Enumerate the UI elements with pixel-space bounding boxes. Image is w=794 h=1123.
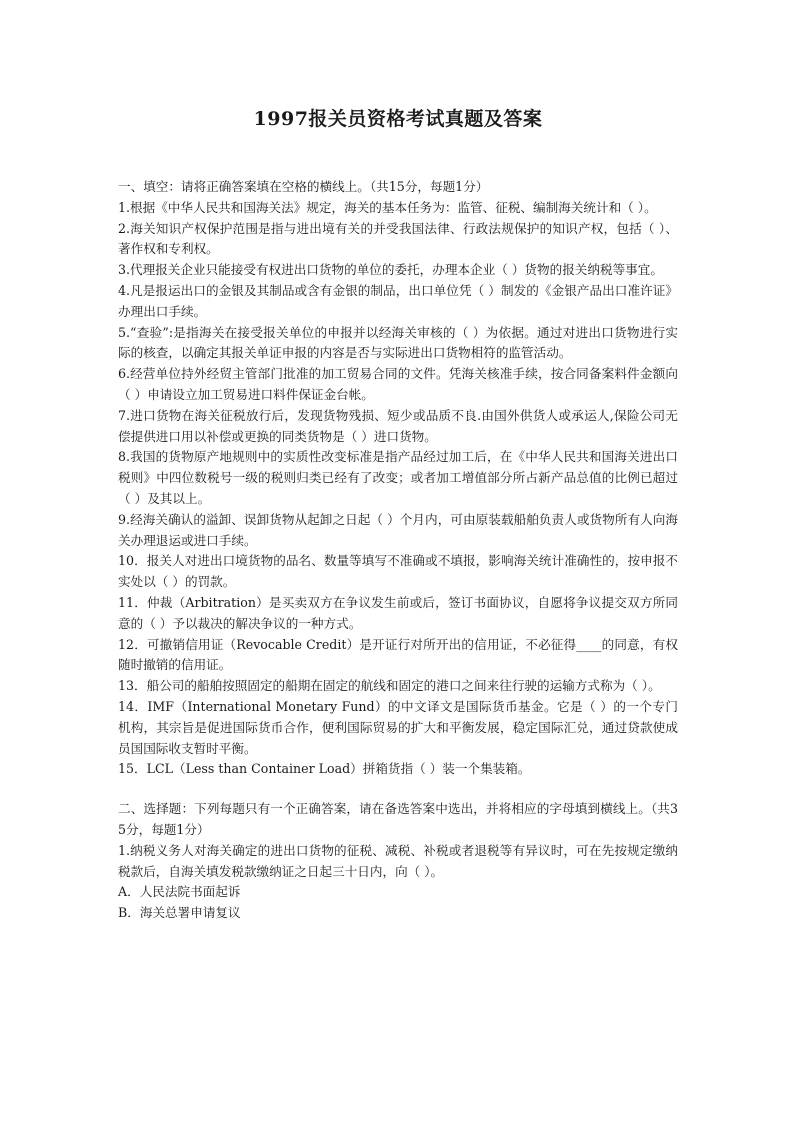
question-1-3: 3.代理报关企业只能接受有权进出口货物的单位的委托，办理本企业（ ）货物的报关纳税等事宜。: [118, 262, 663, 278]
document-title: 1997报关员资格考试真题及答案: [253, 108, 543, 130]
option-a: A．人民法院书面起诉: [118, 884, 241, 900]
option-b: B．海关总署申请复议: [118, 905, 241, 921]
question-1-5: 5.“查验”:是指海关在接受报关单位的申报并以经海关审核的（ ）为依据。通过对进出口货物进行实际的核查，以确定其报关单证申报的内容是否与实际进出口货物相符的监管活动。: [118, 324, 678, 361]
question-1-15: 15．LCL（Less than Container Load）拼箱货指（ ）装一个集装箱。: [118, 761, 531, 777]
document-page: [118, 98, 678, 924]
section-1-heading: 一、填空：请将正确答案填在空格的横线上。（共15分，每题1分）: [118, 179, 489, 194]
section-spacer: [118, 780, 678, 799]
question-1-13: 13．船公司的船舶按照固定的船期在固定的航线和固定的港口之间来往行驶的运输方式称为（ ）。: [118, 678, 661, 694]
question-1-4: 4.凡是报运出口的金银及其制品或含有金银的制品，出口单位凭（ ）制发的《金银产品出口准许证》办理出口手续。: [118, 282, 678, 319]
question-2-1: 1.纳税义务人对海关确定的进出口货物的征税、减税、补税或者退税等有异议时，可在先按规定缴纳税款后，自海关填发税款缴纳证之日起三十日内，向（ ）。: [118, 842, 678, 879]
question-1-6: 6.经营单位持外经贸主管部门批准的加工贸易合同的文件。凭海关核准手续，按合同备案料件金额向（ ）申请设立加工贸易进口料件保证金台帐。: [118, 366, 678, 402]
question-1-1: 1.根据《中华人民共和国海关法》规定，海关的基本任务为：监管、征税、编制海关统计和（ ）。: [118, 199, 657, 215]
question-1-11: 11．仲裁（Arbitration）是买卖双方在争议发生前或后，签订书面协议，自愿将争议提交双方所同意的（ ）予以裁决的解决争议的一种方式。: [118, 594, 678, 631]
question-1-14: 14．IMF（International Monetary Fund）的中文译文是国际货币基金。它是（ ）的一个专门机构，其宗旨是促进国际货币合作，便利国际贸易的扩大和平衡发展，稳定国际汇兑，通过贷款使成员国国际收支暂时平衡。: [118, 698, 678, 756]
question-1-2: 2.海关知识产权保护范围是指与进出境有关的并受我国法律、行政法规保护的知识产权，包括（ ）、著作权和专利权。: [118, 220, 678, 257]
section-2-heading: 二、选择题：下列每题只有一个正确答案，请在备选答案中选出，并将相应的字母填到横线上。（共35分，每题1分）: [118, 801, 678, 837]
question-1-8: 8.我国的货物原产地规则中的实质性改变标准是指产品经过加工后，在《中华人民共和国海关进出口税则》中四位数税号一级的税则归类已经有了改变；或者加工增值部分所占新产品总值的比例已超过（ ）及其以上。: [118, 449, 678, 506]
question-1-9: 9.经海关确认的溢卸、误卸货物从起卸之日起（ ）个月内，可由原装载船舶负责人或货物所有人向海关办理退运或进口手续。: [118, 511, 678, 548]
question-1-10: 10．报关人对进出口境货物的品名、数量等填写不准确或不填报，影响海关统计准确性的，按申报不实处以（ ）的罚款。: [118, 553, 678, 590]
question-1-7: 7.进口货物在海关征税放行后，发现货物残损、短少或品质不良.由国外供货人或承运人,保险公司无偿提供进口用以补偿或更换的同类货物是（ ）进口货物。: [118, 407, 678, 444]
question-1-12: 12．可撤销信用证（Revocable Credit）是开证行对所开出的信用证，不必征得____的同意，有权随时撤销的信用证。: [118, 636, 678, 673]
